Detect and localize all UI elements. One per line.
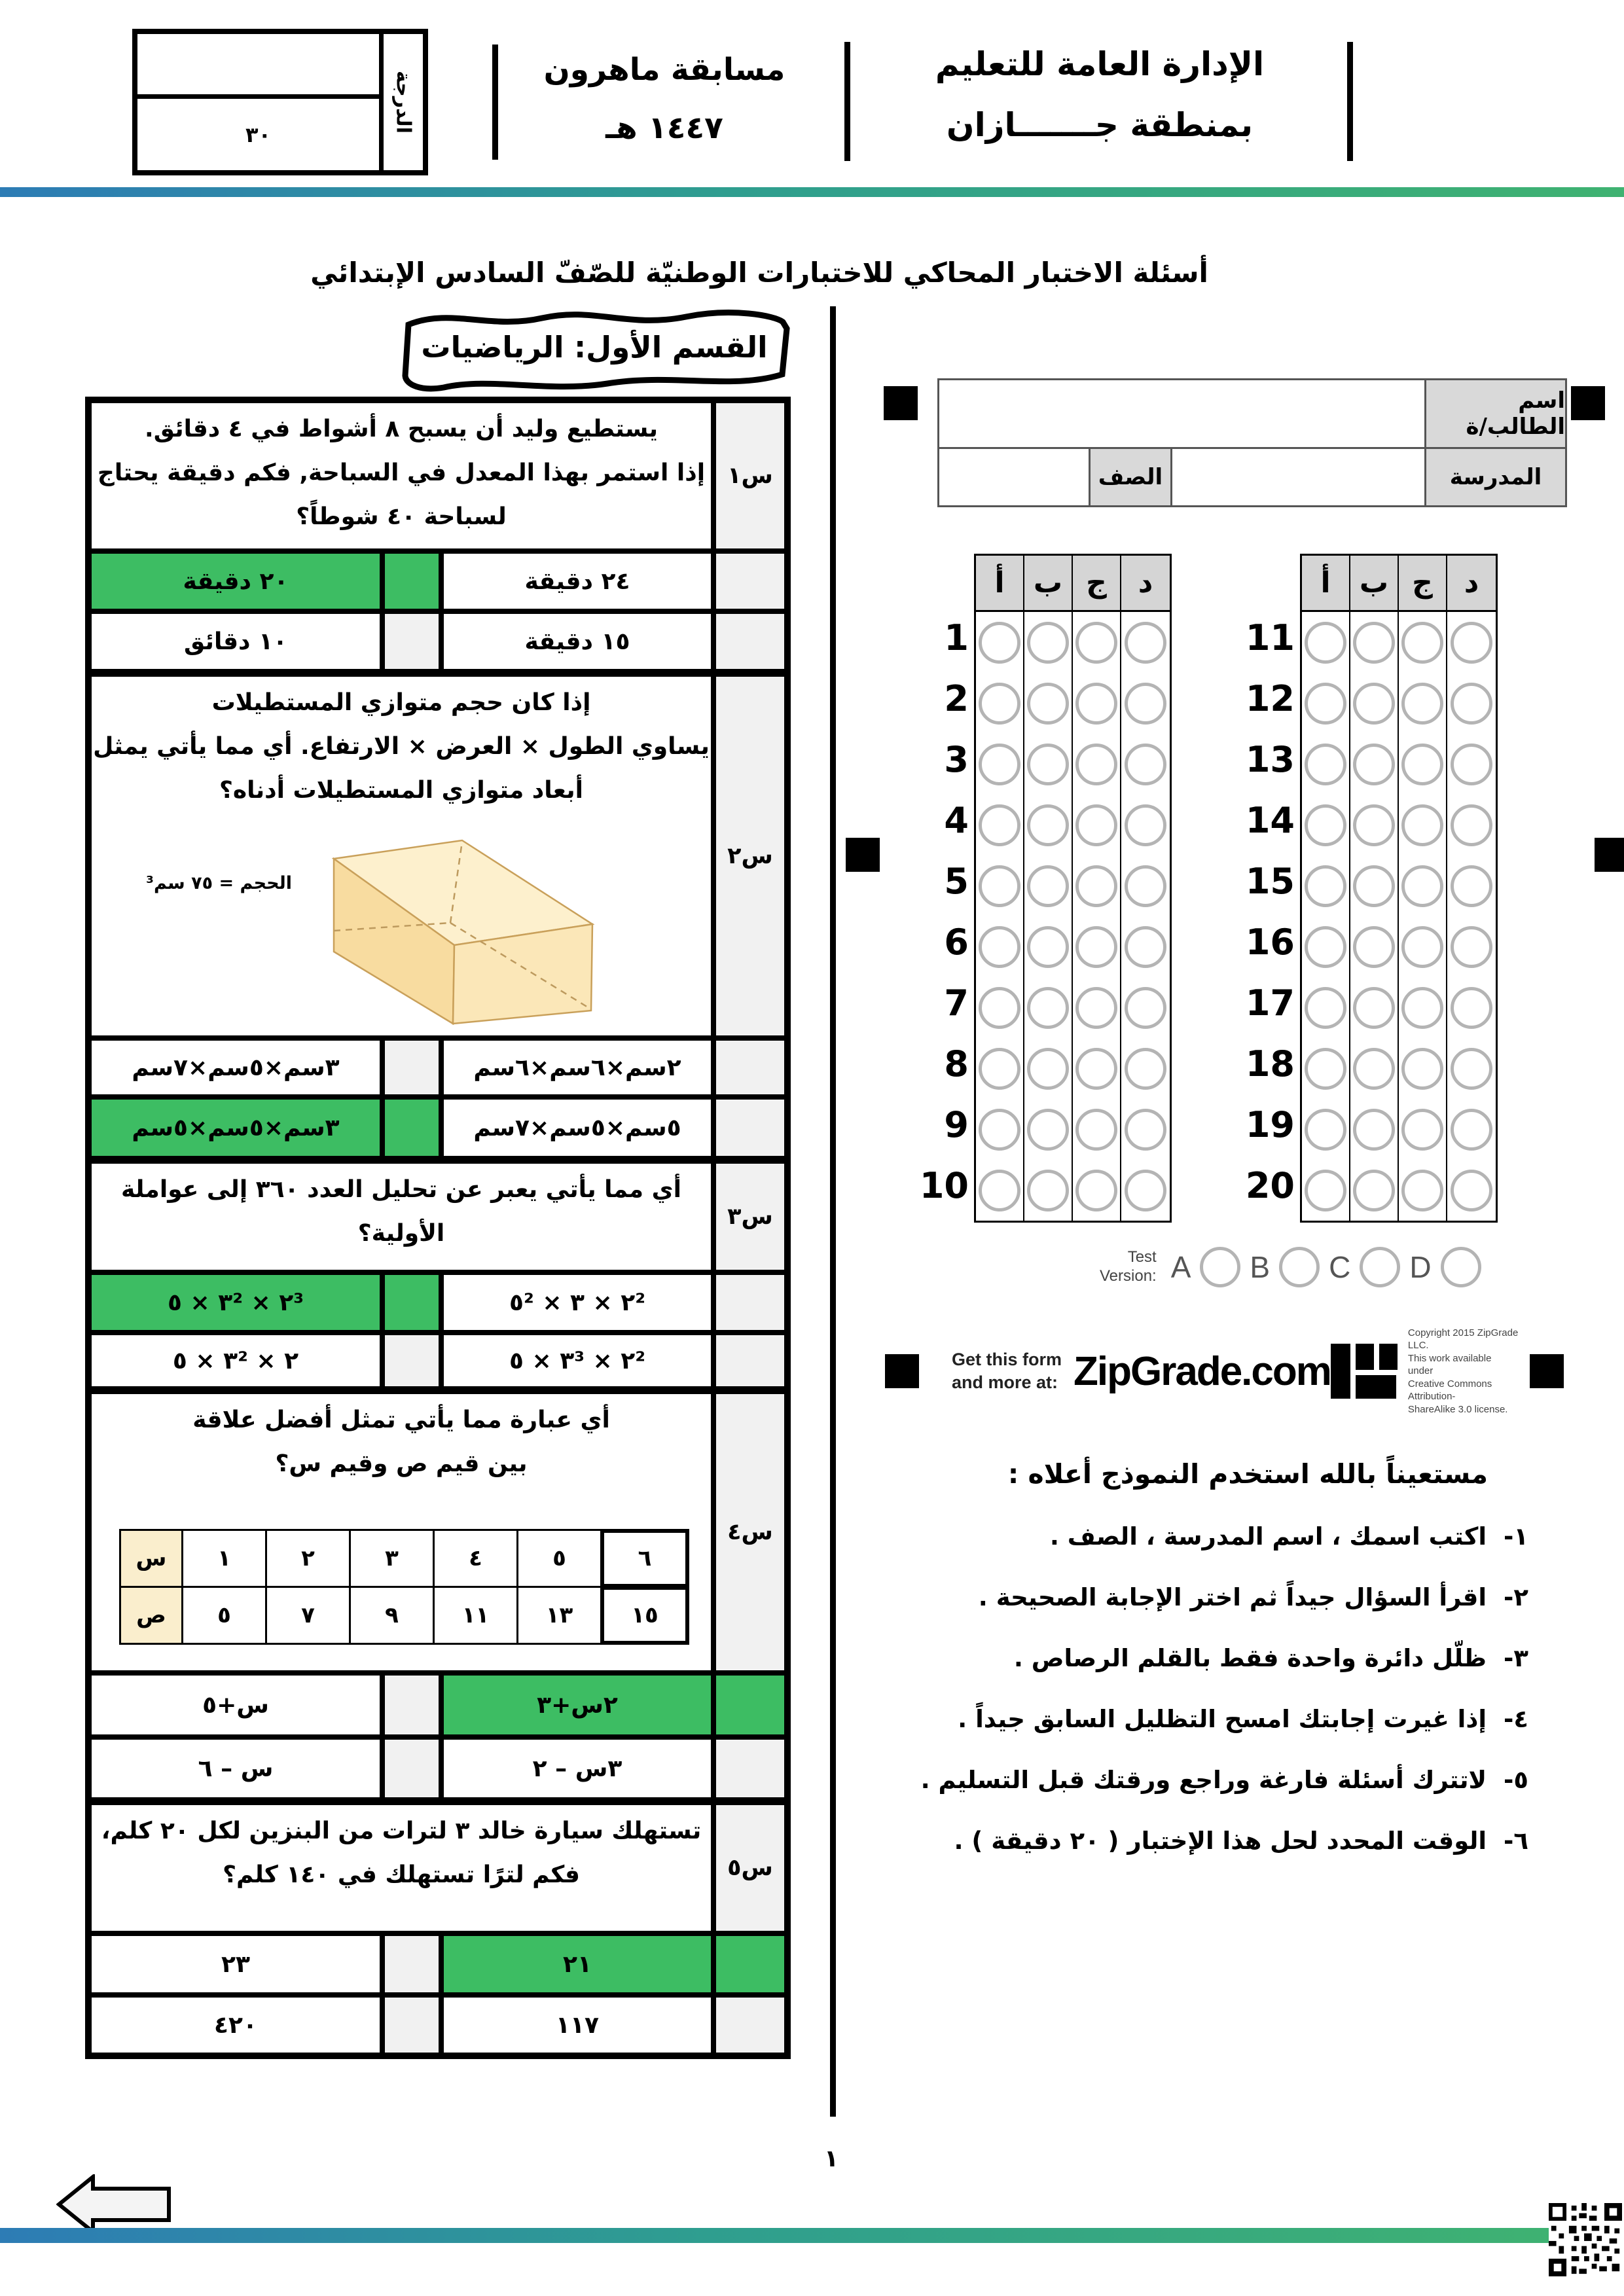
x-header: س: [121, 1531, 181, 1586]
q2-option-a[interactable]: ٢سم×٦سم×٦سم: [444, 1041, 711, 1094]
question-4-id: س٤: [716, 1394, 784, 1670]
question-4-text: أي عبارة مما يأتي تمثل أفضل علاقة بين قيم ص وقيم س؟ ٦ ٥ ٤ ٣ ٢ ١ س ١٥ ١٣ ١١ ٩ ٧ ٥ ص: [92, 1394, 711, 1670]
question-number: 19: [1245, 1104, 1295, 1145]
answer-bubble-2-b[interactable]: [1027, 683, 1069, 725]
header-divider-1: [492, 45, 498, 160]
question-1-id: س١: [716, 403, 784, 548]
question-number: 8: [944, 1043, 969, 1085]
q2-option-d[interactable]: ٣سم×٥سم×٥سم: [92, 1100, 380, 1156]
q4-letter-a[interactable]: [716, 1676, 784, 1734]
answer-bubble-9-b[interactable]: [1027, 1109, 1069, 1151]
answer-bubble-17-b[interactable]: [1353, 987, 1395, 1029]
x-value: ٥: [518, 1531, 600, 1586]
zipgrade-brand: ZipGrade.com: [1074, 1348, 1331, 1394]
question-number: 3: [944, 739, 969, 780]
question-number: 10: [919, 1165, 969, 1206]
question-number: 5: [944, 861, 969, 902]
back-arrow: [56, 2174, 171, 2234]
answer-bubble-6-b[interactable]: [1027, 926, 1069, 968]
q3-letter-b[interactable]: [385, 1275, 439, 1330]
choice-letter-header: أ: [1302, 556, 1350, 612]
q1-option-d[interactable]: ١٠ دقائق: [92, 614, 380, 669]
q5-letter-c[interactable]: [716, 1998, 784, 2053]
question-number: 4: [944, 800, 969, 841]
answer-bubble-14-d[interactable]: [1451, 804, 1492, 846]
answer-bubble-5-d[interactable]: [1125, 865, 1166, 907]
answer-bubble-18-a[interactable]: [1305, 1048, 1346, 1090]
answer-bubble-19-a[interactable]: [1305, 1109, 1346, 1151]
y-header: ص: [121, 1588, 181, 1643]
question-block-1: [92, 403, 784, 669]
answer-bubble-9-a[interactable]: [979, 1109, 1020, 1151]
q4-option-d[interactable]: س – ٦: [92, 1740, 380, 1797]
section-title: القسم الأول: الرياضيات: [421, 329, 768, 365]
exam-title: أسئلة الاختبار المحاكي للاختبارات الوطنيّة للصّفّ السادس الإبتدائي: [310, 257, 1208, 289]
q5-letter-d[interactable]: [385, 1998, 439, 2053]
answer-bubble-13-d[interactable]: [1451, 744, 1492, 785]
question-block-4: [92, 1394, 784, 1797]
student-name-field[interactable]: [939, 380, 1424, 447]
answer-bubble-3-d[interactable]: [1125, 744, 1166, 785]
administration-title: [871, 34, 1329, 155]
question-number: 6: [944, 922, 969, 963]
question-3-id: س٣: [716, 1164, 784, 1270]
question-number: 15: [1245, 861, 1295, 902]
y-value: ١١: [435, 1588, 516, 1643]
q4-option-c[interactable]: ٣س – ٢: [444, 1740, 711, 1797]
choice-letter-header: ب: [1350, 556, 1399, 612]
q1-letter-b[interactable]: [385, 554, 439, 609]
answer-bubble-2-d[interactable]: [1125, 683, 1166, 725]
student-info-table: [937, 378, 1567, 507]
answer-bubble-4-b[interactable]: [1027, 804, 1069, 846]
q1-letter-a[interactable]: [716, 554, 784, 609]
answer-bubble-15-b[interactable]: [1353, 865, 1395, 907]
y-value: ٥: [183, 1588, 265, 1643]
answer-bubble-11-b[interactable]: [1353, 622, 1395, 664]
question-number: 9: [944, 1104, 969, 1145]
administration-line1: الإدارة العامة للتعليم: [935, 45, 1265, 83]
answer-bubble-20-d[interactable]: [1451, 1170, 1492, 1211]
answer-bubble-3-c[interactable]: [1075, 744, 1117, 785]
bubble-numbers-right: [1240, 610, 1300, 1223]
q3-option-b[interactable]: ٢³ × ٣² × ٥: [92, 1275, 380, 1330]
footer-gradient-rule: [0, 2228, 1571, 2243]
version-B-bubble[interactable]: [1279, 1247, 1320, 1287]
q3-option-a[interactable]: ٢² × ٣ × ٥²: [444, 1275, 711, 1330]
version-letter: C: [1329, 1250, 1351, 1284]
answer-bubble-11-d[interactable]: [1451, 622, 1492, 664]
question-number: 13: [1245, 739, 1295, 780]
qr-code: [1549, 2203, 1622, 2276]
question-number: 11: [1245, 617, 1295, 658]
q1-option-b[interactable]: ٢٠ دقيقة: [92, 554, 380, 609]
question-number: 7: [944, 982, 969, 1024]
answer-bubble-2-a[interactable]: [979, 683, 1020, 725]
answer-bubble-9-c[interactable]: [1075, 1109, 1117, 1151]
answer-bubble-16-d[interactable]: [1451, 926, 1492, 968]
instructions-heading: مستعيناً بالله استخدم النموذج أعلاه :: [1007, 1458, 1488, 1490]
question-number: 14: [1245, 800, 1295, 841]
questions-table: [85, 397, 791, 2059]
q2-letter-a[interactable]: [716, 1041, 784, 1094]
question-5-text: تستهلك سيارة خالد ٣ لترات من البنزين لكل ٢٠ كلم، فكم لترًا تستهلك في ١٤٠ كلم؟: [92, 1805, 711, 1931]
answer-bubble-2-c[interactable]: [1075, 683, 1117, 725]
instruction-item: ٤- إذا غيرت إجابتك امسح التظليل السابق جيداً .: [958, 1705, 1528, 1733]
answer-bubble-20-a[interactable]: [1305, 1170, 1346, 1211]
q3-letter-a[interactable]: [716, 1275, 784, 1330]
version-letter: D: [1409, 1250, 1432, 1284]
q1-option-a[interactable]: ٢٤ دقيقة: [444, 554, 711, 609]
q2-letter-b[interactable]: [385, 1041, 439, 1094]
q5-option-c[interactable]: ١١٧: [444, 1998, 711, 2053]
bubble-grid-left: [974, 554, 1172, 1223]
zipgrade-copyright: Copyright 2015 ZipGrade LLC. This work available under Creative Commons Attribution- ShareAlike 3.0 license.: [1407, 1327, 1519, 1415]
registration-mark: [846, 838, 880, 872]
answer-bubble-17-d[interactable]: [1451, 987, 1492, 1029]
q4-letter-c[interactable]: [716, 1740, 784, 1797]
q5-option-a[interactable]: ٢١: [444, 1936, 711, 1992]
registration-mark: [1530, 1354, 1564, 1388]
answer-bubble-12-d[interactable]: [1451, 683, 1492, 725]
q4-letter-b[interactable]: [385, 1676, 439, 1734]
answer-bubble-19-c[interactable]: [1401, 1109, 1443, 1151]
answer-bubble-15-a[interactable]: [1305, 865, 1346, 907]
answer-bubble-8-a[interactable]: [979, 1048, 1020, 1090]
test-version-row: [1100, 1247, 1506, 1287]
answer-bubble-17-c[interactable]: [1401, 987, 1443, 1029]
zipgrade-promo: Get this form and more at:: [952, 1349, 1062, 1392]
q4-letter-d[interactable]: [385, 1740, 439, 1797]
y-value: ٧: [267, 1588, 349, 1643]
question-number: 12: [1245, 678, 1295, 719]
answer-bubble-18-c[interactable]: [1401, 1048, 1443, 1090]
cuboid-volume-label: الحجم = ٧٥ سم³: [146, 873, 292, 893]
answer-bubble-4-a[interactable]: [979, 804, 1020, 846]
cuboid-figure: [325, 833, 600, 1029]
answer-bubble-6-a[interactable]: [979, 926, 1020, 968]
instruction-item: ٥- لاتترك أسئلة فارغة وراجع ورقتك قبل التسليم .: [920, 1766, 1528, 1794]
version-C-bubble[interactable]: [1360, 1247, 1400, 1287]
registration-mark: [884, 386, 918, 420]
answer-bubble-1-d[interactable]: [1125, 622, 1166, 664]
q1-letter-c[interactable]: [716, 614, 784, 669]
instruction-item: ٣- ظلّل دائرة واحدة فقط بالقلم الرصاص .: [1013, 1644, 1528, 1672]
q3-letter-c[interactable]: [716, 1335, 784, 1386]
class-field[interactable]: [939, 449, 1089, 505]
grade-empty-field[interactable]: [137, 34, 379, 99]
version-letter: B: [1250, 1250, 1271, 1284]
answer-bubble-1-a[interactable]: [979, 622, 1020, 664]
choice-letter-header: ب: [1024, 556, 1073, 612]
header-divider-3: [1347, 42, 1353, 161]
answer-bubble-12-a[interactable]: [1305, 683, 1346, 725]
answer-bubble-13-a[interactable]: [1305, 744, 1346, 785]
y-value: ١٣: [518, 1588, 600, 1643]
q3-letter-d[interactable]: [385, 1335, 439, 1386]
bubble-block-right: [1240, 554, 1498, 1223]
answer-bubble-10-c[interactable]: [1075, 1170, 1117, 1211]
y-value: ٩: [351, 1588, 433, 1643]
answer-bubble-4-c[interactable]: [1075, 804, 1117, 846]
choice-letter-header: أ: [976, 556, 1024, 612]
choice-letter-header: ج: [1073, 556, 1121, 612]
bubble-block-left: [914, 554, 1172, 1223]
competition-title: [504, 41, 825, 158]
question-number: 16: [1245, 922, 1295, 963]
question-block-2: [92, 677, 784, 1156]
competition-line2: ١٤٤٧ هـ: [605, 110, 723, 147]
student-name-label: اسم الطالب/ة: [1424, 380, 1565, 447]
answer-bubble-17-a[interactable]: [1305, 987, 1346, 1029]
answer-bubble-13-c[interactable]: [1401, 744, 1443, 785]
q5-option-b[interactable]: ٢٣: [92, 1936, 380, 1992]
answer-bubble-1-b[interactable]: [1027, 622, 1069, 664]
choice-letter-header: ج: [1399, 556, 1447, 612]
question-block-3: [92, 1164, 784, 1386]
instruction-item: ٢- اقرأ السؤال جيداً ثم اختر الإجابة الصحيحة .: [978, 1583, 1528, 1611]
choice-letter-header: د: [1447, 556, 1496, 612]
school-field[interactable]: [1170, 449, 1424, 505]
question-number: 20: [1245, 1165, 1295, 1206]
test-version-options: [1171, 1247, 1481, 1287]
grade-label-strip: [379, 34, 423, 170]
registration-mark: [1571, 386, 1605, 420]
version-D-bubble[interactable]: [1441, 1247, 1481, 1287]
x-value: ١: [183, 1531, 265, 1586]
answer-bubble-14-a[interactable]: [1305, 804, 1346, 846]
question-number: 2: [944, 678, 969, 719]
q5-option-d[interactable]: ٤٢٠: [92, 1998, 380, 2053]
answer-bubble-13-b[interactable]: [1353, 744, 1395, 785]
test-version-label: Test Version:: [1100, 1248, 1157, 1285]
answer-bubble-16-c[interactable]: [1401, 926, 1443, 968]
answer-bubble-19-d[interactable]: [1451, 1109, 1492, 1151]
question-1-text: يستطيع وليد أن يسبح ٨ أشواط في ٤ دقائق. إذا استمر بهذا المعدل في السباحة, فكم دقيقة يحتاج لسباحة ٤٠ شوطاً؟: [92, 403, 711, 548]
version-A-bubble[interactable]: [1200, 1247, 1240, 1287]
answer-bubble-20-b[interactable]: [1353, 1170, 1395, 1211]
answer-bubble-3-b[interactable]: [1027, 744, 1069, 785]
answer-bubble-6-d[interactable]: [1125, 926, 1166, 968]
answer-bubble-6-c[interactable]: [1075, 926, 1117, 968]
bubble-grid-right: [1300, 554, 1498, 1223]
instructions: [795, 1458, 1528, 1888]
q2-option-b[interactable]: ٣سم×٥سم×٧سم: [92, 1041, 380, 1094]
answer-bubble-5-a[interactable]: [979, 865, 1020, 907]
q3-option-d[interactable]: ٢ × ٣² × ٥: [92, 1335, 380, 1386]
answer-bubble-9-d[interactable]: [1125, 1109, 1166, 1151]
registration-mark: [1595, 838, 1624, 872]
answer-bubble-8-d[interactable]: [1125, 1048, 1166, 1090]
section-title-box: [391, 301, 797, 397]
header-divider-2: [844, 42, 850, 161]
registration-mark: [885, 1354, 919, 1388]
question-number: 1: [944, 617, 969, 658]
q4-option-b[interactable]: س+٥: [92, 1676, 380, 1734]
x-value: ٢: [267, 1531, 349, 1586]
instruction-item: ١- اكتب اسمك ، اسم المدرسة ، الصف .: [1049, 1522, 1528, 1551]
school-label: المدرسة: [1424, 449, 1565, 505]
answer-bubble-20-c[interactable]: [1401, 1170, 1443, 1211]
answer-bubble-12-c[interactable]: [1401, 683, 1443, 725]
zipgrade-logo: [1331, 1341, 1399, 1401]
choice-letter-header: د: [1121, 556, 1170, 612]
answer-bubble-12-b[interactable]: [1353, 683, 1395, 725]
grade-label: الدرجة: [391, 71, 415, 134]
y-value: ١٥: [602, 1588, 687, 1643]
answer-bubble-5-b[interactable]: [1027, 865, 1069, 907]
question-number: 17: [1245, 982, 1295, 1024]
q2-letter-c[interactable]: [716, 1100, 784, 1156]
answer-bubble-16-a[interactable]: [1305, 926, 1346, 968]
q5-letter-a[interactable]: [716, 1936, 784, 1992]
answer-bubble-18-d[interactable]: [1451, 1048, 1492, 1090]
answer-bubble-16-b[interactable]: [1353, 926, 1395, 968]
q4-option-a[interactable]: ٢س+٣: [444, 1676, 711, 1734]
answer-bubble-11-c[interactable]: [1401, 622, 1443, 664]
answer-bubble-15-d[interactable]: [1451, 865, 1492, 907]
bubble-numbers-left: [914, 610, 974, 1223]
answer-bubble-10-a[interactable]: [979, 1170, 1020, 1211]
x-value: ٤: [435, 1531, 516, 1586]
instruction-item: ٦- الوقت المحدد لحل هذا الإختبار ( ٢٠ دقيقة ) .: [954, 1827, 1528, 1855]
q2-option-c[interactable]: ٥سم×٥سم×٧سم: [444, 1100, 711, 1156]
header-gradient-rule: [0, 187, 1624, 197]
grade-total: ٣٠: [245, 122, 272, 147]
answer-bubble-7-c[interactable]: [1075, 987, 1117, 1029]
answer-bubble-5-c[interactable]: [1075, 865, 1117, 907]
answer-bubble-4-d[interactable]: [1125, 804, 1166, 846]
answer-bubble-8-c[interactable]: [1075, 1048, 1117, 1090]
competition-line1: مسابقة ماهرون: [543, 52, 785, 88]
xy-values-table: [119, 1529, 689, 1645]
answer-bubble-3-a[interactable]: [979, 744, 1020, 785]
answer-bubble-18-b[interactable]: [1353, 1048, 1395, 1090]
answer-bubble-1-c[interactable]: [1075, 622, 1117, 664]
answer-bubble-15-c[interactable]: [1401, 865, 1443, 907]
answer-bubble-14-b[interactable]: [1353, 804, 1395, 846]
question-2-text: إذا كان حجم متوازي المستطيلات يساوي الطول × العرض × الارتفاع. أي مما يأتي يمثل أبعاد متوازي المستطيلات أدناه؟ الحجم = ٧٥ سم³: [92, 677, 711, 1035]
x-value: ٦: [602, 1531, 687, 1586]
answer-bubble-7-a[interactable]: [979, 987, 1020, 1029]
version-letter: A: [1170, 1250, 1191, 1284]
answer-bubble-10-d[interactable]: [1125, 1170, 1166, 1211]
class-label: الصف: [1089, 449, 1170, 505]
q2-letter-d[interactable]: [385, 1100, 439, 1156]
answer-bubble-10-b[interactable]: [1027, 1170, 1069, 1211]
zipgrade-footer: [885, 1327, 1605, 1415]
question-number: 18: [1245, 1043, 1295, 1085]
q1-option-c[interactable]: ١٥ دقيقة: [444, 614, 711, 669]
answer-bubble-8-b[interactable]: [1027, 1048, 1069, 1090]
grade-box: [132, 29, 428, 175]
x-value: ٣: [351, 1531, 433, 1586]
page-number: ١: [824, 2145, 839, 2172]
answer-bubble-19-b[interactable]: [1353, 1109, 1395, 1151]
answer-bubble-14-c[interactable]: [1401, 804, 1443, 846]
question-block-5: [92, 1805, 784, 2053]
q3-option-c[interactable]: ٢² × ٣³ × ٥: [444, 1335, 711, 1386]
q1-letter-d[interactable]: [385, 614, 439, 669]
question-2-id: س٢: [716, 677, 784, 1035]
answer-bubble-7-b[interactable]: [1027, 987, 1069, 1029]
question-5-id: س٥: [716, 1805, 784, 1931]
answer-bubble-11-a[interactable]: [1305, 622, 1346, 664]
administration-line2: بمنطقة جـــــــازان: [946, 105, 1254, 144]
answer-bubble-7-d[interactable]: [1125, 987, 1166, 1029]
q5-letter-b[interactable]: [385, 1936, 439, 1992]
question-3-text: أي مما يأتي يعبر عن تحليل العدد ٣٦٠ إلى عواملة الأولية؟: [92, 1164, 711, 1270]
